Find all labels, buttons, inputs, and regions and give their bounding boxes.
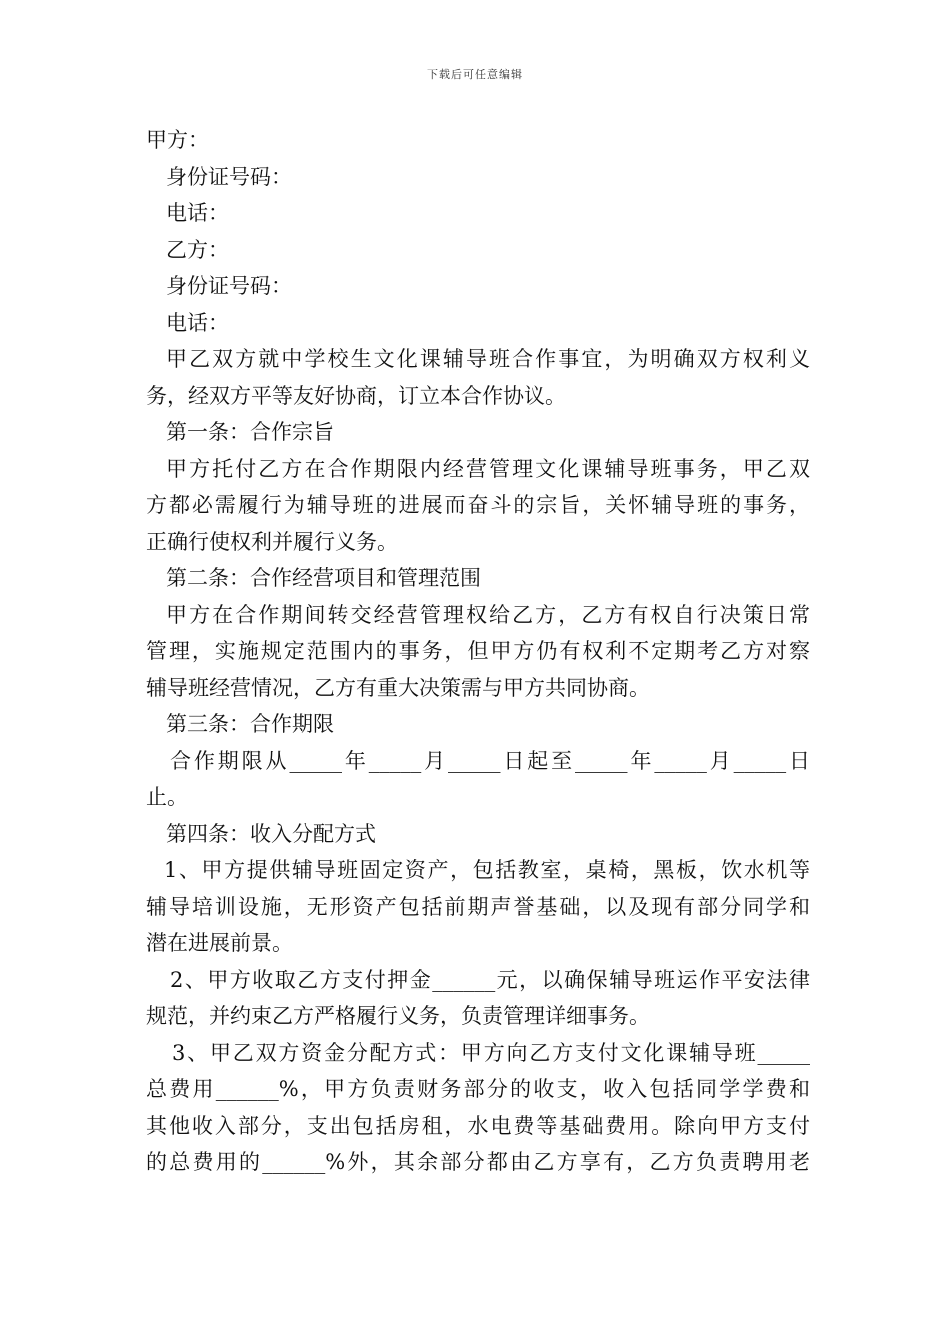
article-4-item-2-line: 2、甲方收取乙方支付押金______元，以确保辅导班运作平安法律 (170, 967, 810, 992)
article-4-item-1-line: 辅导培训设施，无形资产包括前期声誉基础，以及现有部分同学和 (146, 894, 810, 919)
contract-body (146, 122, 810, 1181)
article-1-line: 甲方托付乙方在合作期限内经营管理文化课辅导班事务，甲乙双 (166, 456, 810, 481)
article-4-item-1-line: 1、甲方提供辅导班固定资产，包括教室，桌椅，黑板，饮水机等 (164, 858, 810, 882)
party-a-phone-label: 电话： (166, 201, 229, 225)
party-a-id-label: 身份证号码： (166, 164, 292, 189)
preamble-line: 甲乙双方就中学校生文化课辅导班合作事宜，为明确双方权利义 (166, 347, 810, 371)
party-a-label: 甲方： (146, 128, 209, 152)
article-4-item-3-line: 总费用______%，甲方负责财务部分的收支，收入包括同学学费和 (146, 1077, 810, 1101)
article-1-line: 正确行使权利并履行义务。 (146, 529, 398, 554)
article-3-line: 止。 (146, 785, 188, 809)
article-4-item-3-line: 的总费用的______%外，其余部分都由乙方享有，乙方负责聘用老 (146, 1150, 810, 1174)
preamble-line: 务，经双方平等友好协商，订立本合作协议。 (146, 383, 566, 408)
article-4-item-3-line: 其他收入部分，支出包括房租，水电费等基础费用。除向甲方支付 (146, 1113, 810, 1138)
party-b-label: 乙方： (166, 237, 229, 262)
article-3-line: 合作期限从_____年_____月_____日起至_____年_____月_____日 (170, 748, 810, 773)
party-b-id-label: 身份证号码： (166, 274, 292, 298)
article-2-line: 管理，实施规定范围内的事务，但甲方仍有权利不定期考乙方对察 (146, 639, 810, 663)
article-3-title: 第三条：合作期限 (166, 712, 334, 736)
page-header: 下载后可任意编辑 (427, 68, 523, 81)
article-2-title: 第二条：合作经营项目和管理范围 (166, 566, 481, 590)
article-4-item-2-line: 规范，并约束乙方严格履行义务，负责管理详细事务。 (146, 1004, 650, 1028)
article-1-title: 第一条：合作宗旨 (166, 420, 334, 444)
article-4-item-1-line: 潜在进展前景。 (146, 931, 293, 955)
article-1-line: 方都必需履行为辅导班的进展而奋斗的宗旨，关怀辅导班的事务， (146, 493, 810, 517)
article-2-line: 辅导班经营情况，乙方有重大决策需与甲方共同协商。 (146, 675, 650, 700)
article-4-item-3-line: 3、甲乙双方资金分配方式：甲方向乙方支付文化课辅导班_____ (172, 1040, 810, 1065)
article-2-line: 甲方在合作期间转交经营管理权给乙方，乙方有权自行决策日常 (166, 602, 810, 627)
article-4-title: 第四条：收入分配方式 (166, 821, 376, 846)
party-b-phone-label: 电话： (166, 310, 229, 335)
